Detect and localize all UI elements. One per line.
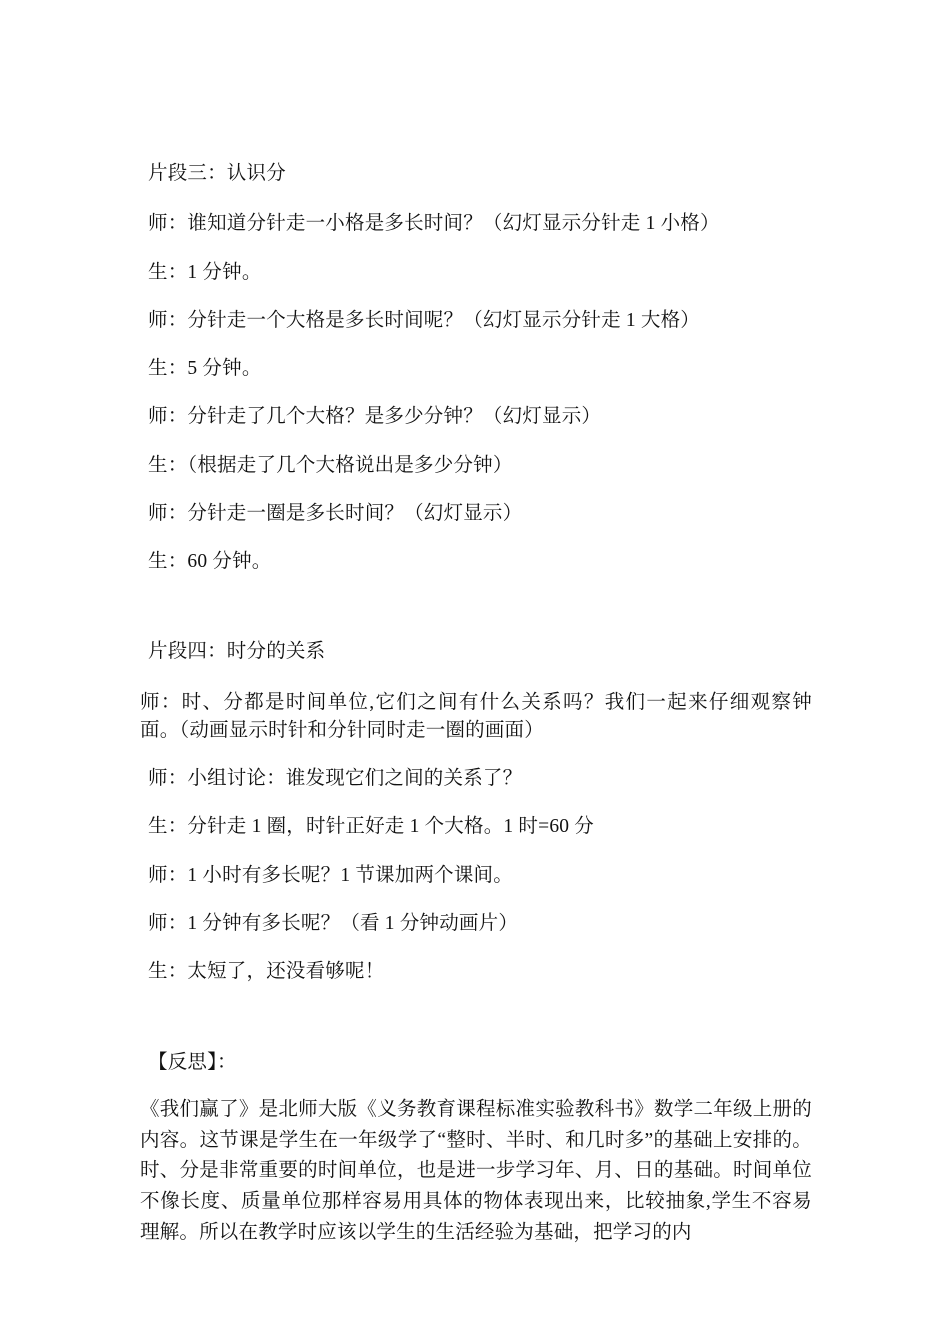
dialogue-line: 生：分针走 1 圈，时针正好走 1 个大格。1 时=60 分 xyxy=(148,816,594,838)
dialogue-line: 生：5 分钟。 xyxy=(148,358,262,380)
dialogue-line: 师：分针走一个大格是多长时间呢？（幻灯显示分针走 1 大格） xyxy=(148,309,701,331)
dialogue-line: 师：1 小时有多长呢？1 节课加两个课间。 xyxy=(148,864,513,886)
section-reflection xyxy=(140,1049,812,1249)
dialogue-line: 生：60 分钟。 xyxy=(148,551,272,573)
section-pianduan-si xyxy=(140,638,812,986)
section-spacer xyxy=(140,1007,812,1049)
dialogue-line: 师：小组讨论：谁发现它们之间的关系了？ xyxy=(148,768,523,790)
document-body xyxy=(140,160,812,1249)
dialogue-line: 师：谁知道分针走一小格是多长时间？（幻灯显示分针走 1 小格） xyxy=(148,213,720,235)
dialogue-line: 生：1 分钟。 xyxy=(148,261,262,283)
section-pianduan-san xyxy=(140,160,812,576)
reflection-heading: 【反思】： xyxy=(148,1051,237,1073)
section-spacer xyxy=(140,596,812,638)
reflection-paragraph: 《我们赢了》是北师大版《义务教育课程标准实验教科书》数学二年级上册的内容。这节课是学生在一年级学了“整时、半时、和几时多”的基础上安排的。时、分是非常重要的时间单位，也是进一步学习年、月、日的基础。时间单位不像长度、质量单位那样容易用具体的物体表现出来，比较抽象,学生不容易理解。所以在教学时应该以学生的生活经验为基础，把学习的内 xyxy=(140,1098,812,1243)
dialogue-line: 师：时、分都是时间单位,它们之间有什么关系吗？我们一起来仔细观察钟面。（动画显示时针和分针同时走一圈的画面） xyxy=(140,691,812,741)
section-heading: 片段三：认识分 xyxy=(148,163,286,184)
reflection-body xyxy=(140,1095,812,1249)
section-heading: 片段四：时分的关系 xyxy=(148,641,326,663)
dialogue-line: 师：1 分钟有多长呢？（看 1 分钟动画片） xyxy=(148,912,519,934)
dialogue-line: 生：（根据走了几个大格说出是多少分钟） xyxy=(148,454,513,476)
dialogue-line: 师：分针走一圈是多长时间？（幻灯显示） xyxy=(148,502,523,524)
dialogue-line: 生：太短了，还没看够呢！ xyxy=(148,961,385,983)
dialogue-line: 师：分针走了几个大格？是多少分钟？（幻灯显示） xyxy=(148,406,602,428)
